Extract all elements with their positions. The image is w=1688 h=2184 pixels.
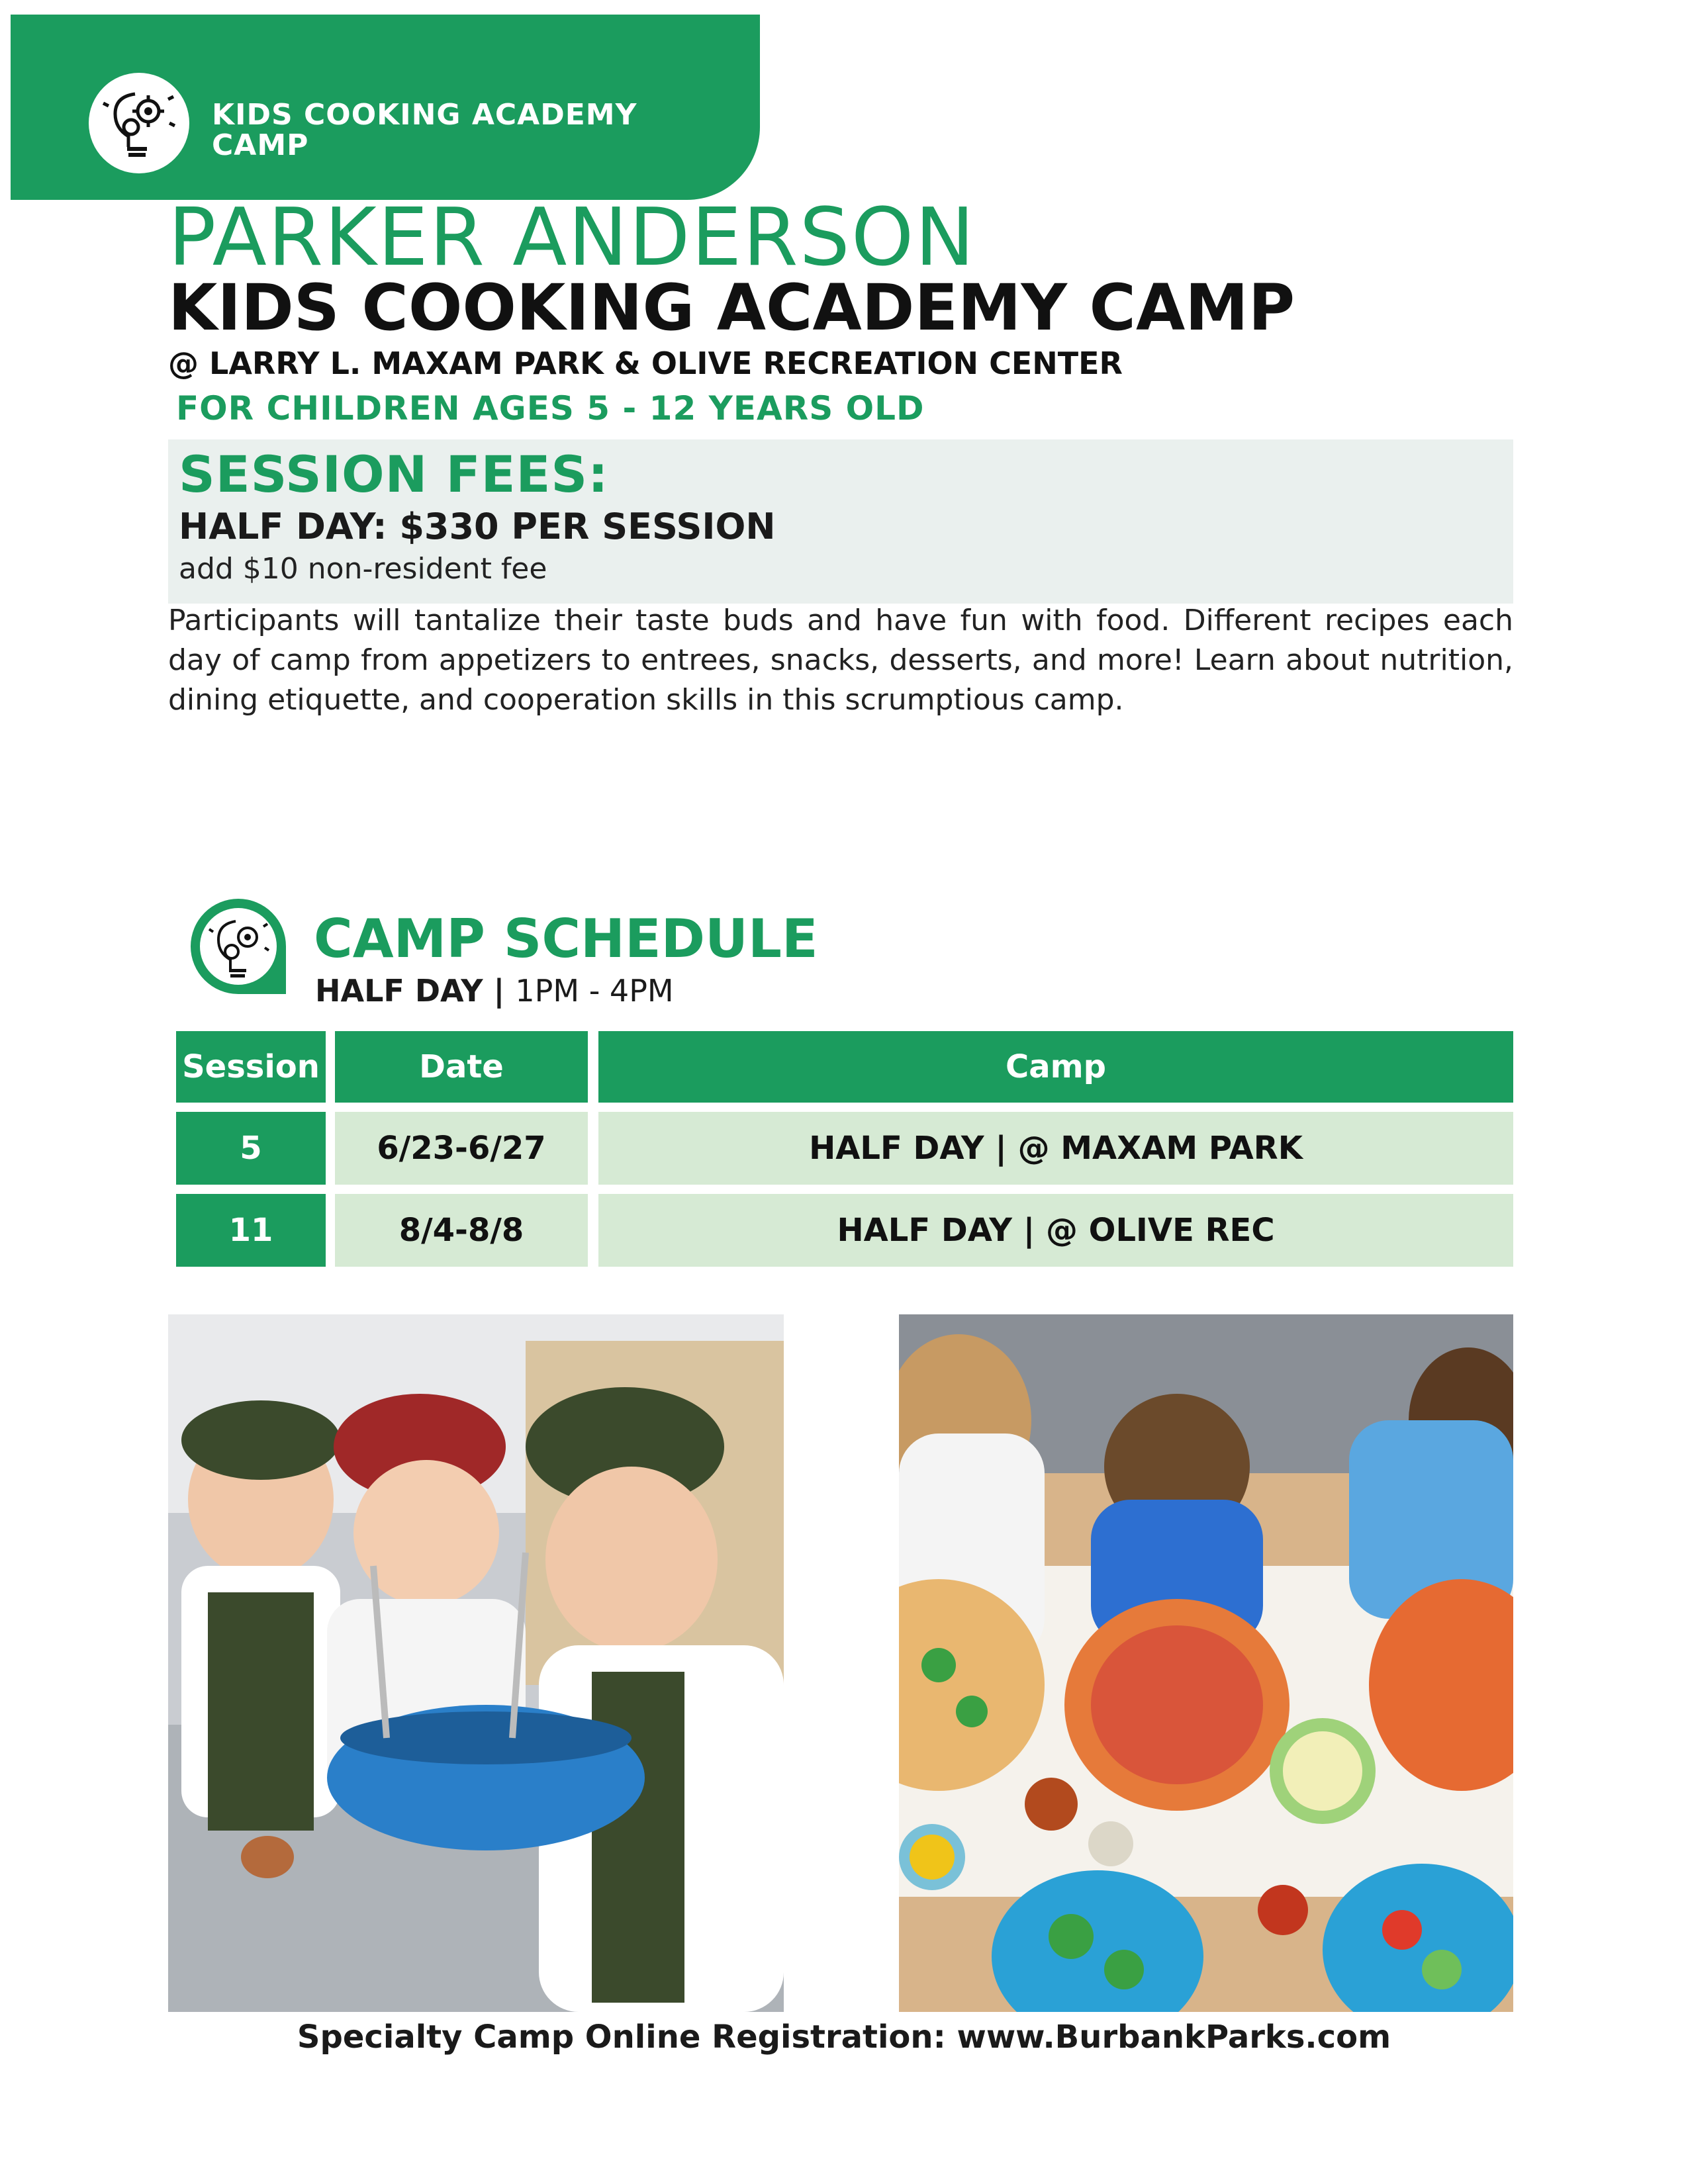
location-line: @ LARRY L. MAXAM PARK & OLIVE RECREATION CENTER <box>168 345 1123 381</box>
column-header-session: Session <box>176 1031 326 1103</box>
kids-making-pizza-photo <box>899 1314 1513 2012</box>
table-cell-date: 6/23-6/27 <box>335 1112 588 1185</box>
schedule-sub-separator: | <box>483 973 516 1009</box>
session-fees-heading: SESSION FEES: <box>179 445 609 504</box>
non-resident-fee: add $10 non-resident fee <box>179 552 547 586</box>
header-label: KIDS COOKING ACADEMY <box>212 98 637 132</box>
lightbulb-gears-badge-icon <box>187 895 290 1001</box>
column-header-camp: Camp <box>598 1031 1513 1103</box>
half-day-fee: HALF DAY: $330 PER SESSION <box>179 506 776 547</box>
column-header-date: Date <box>335 1031 588 1103</box>
ages-line: FOR CHILDREN AGES 5 - 12 YEARS OLD <box>176 389 925 428</box>
registration-footer: Specialty Camp Online Registration: www.BurbankParks.com <box>297 2019 1391 2056</box>
table-cell-date: 8/4-8/8 <box>335 1194 588 1267</box>
table-cell-session: 11 <box>176 1194 326 1267</box>
kids-mixing-bowl-photo <box>168 1314 784 2012</box>
lightbulb-gears-icon <box>89 73 189 173</box>
camp-description: Participants will tantalize their taste buds and have fun with food. Different recipes each day of camp from appetizers to entrees, snacks, desserts, and more! Learn about nutrition, dining etiquette, and cooperation skills in this scrumptious camp. <box>168 604 1513 717</box>
camp-title: KIDS COOKING ACADEMY CAMP <box>168 271 1295 345</box>
person-name: PARKER ANDERSON <box>168 192 976 284</box>
schedule-subheading <box>315 973 674 1009</box>
camp-schedule-heading: CAMP SCHEDULE <box>314 908 818 970</box>
schedule-sub-time: 1PM - 4PM <box>515 973 674 1009</box>
table-cell-camp: HALF DAY | @ MAXAM PARK <box>598 1112 1513 1185</box>
schedule-sub-bold: HALF DAY <box>315 973 483 1009</box>
header-label-2: CAMP <box>212 128 309 162</box>
table-cell-camp: HALF DAY | @ OLIVE REC <box>598 1194 1513 1267</box>
table-cell-session: 5 <box>176 1112 326 1185</box>
